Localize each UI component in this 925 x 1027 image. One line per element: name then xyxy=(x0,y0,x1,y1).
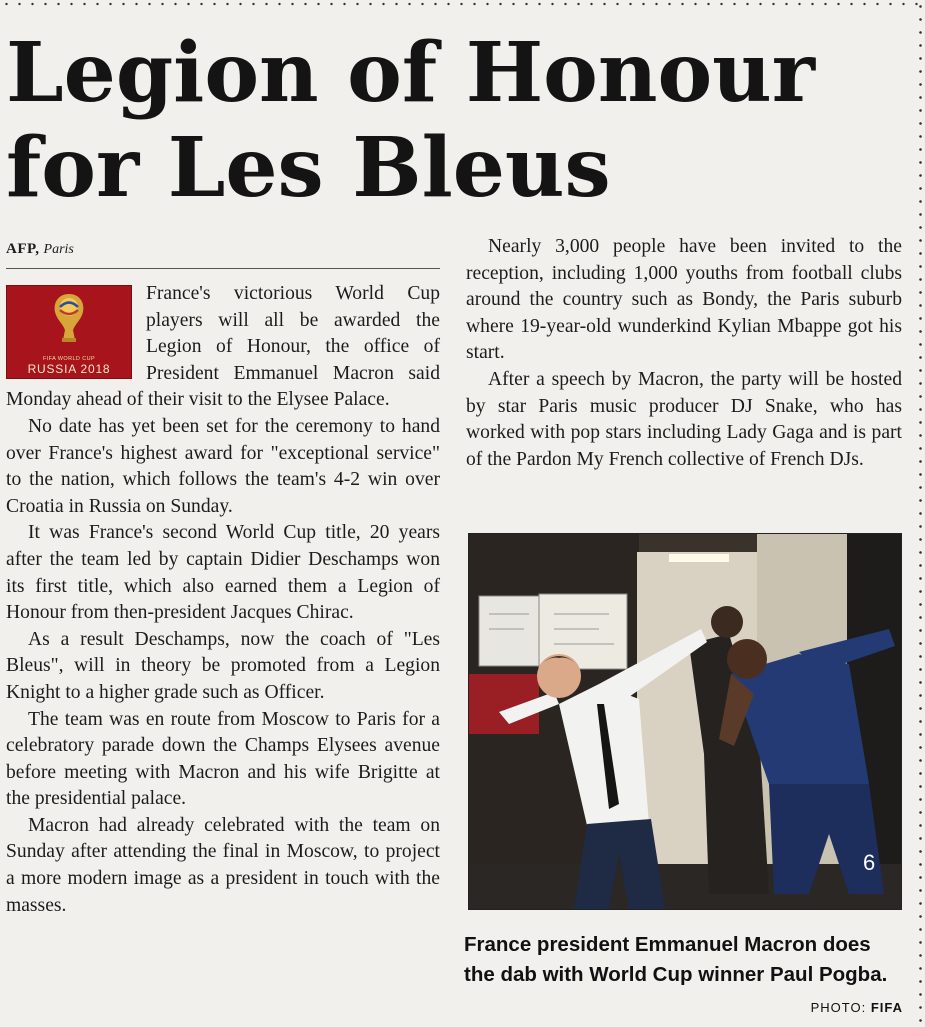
col1-paragraph-6: Macron had already celebrated with the team on Sunday after attending the final in Moscow, to project a more modern image as a president in touch with the masses. xyxy=(6,814,440,916)
jersey-number: 6 xyxy=(863,850,876,875)
col1-paragraph-3: It was France's second World Cup title, 20 years after the team led by captain Didier Deschamps won its first title, which also earned them a Legion of Honour from then-president Jacques Chirac. xyxy=(6,522,440,624)
dotted-border-top xyxy=(0,2,925,6)
article-column-2 xyxy=(466,234,902,473)
photo-credit-source: FIFA xyxy=(870,1000,903,1015)
col1-paragraph-5: The team was en route from Moscow to Paris for a celebratory parade down the Champs Elysees avenue before meeting with Macron and his wife Brigitte at the presidential palace. xyxy=(6,708,440,810)
logo-year-text: RUSSIA 2018 xyxy=(27,362,111,376)
col1-paragraph-4: As a result Deschamps, now the coach of "Les Bleus", will in theory be promoted from a Legion Knight to a higher grade such as Officer. xyxy=(6,628,440,703)
dotted-border-right xyxy=(918,0,923,1027)
world-cup-logo xyxy=(6,285,132,379)
byline-city: Paris xyxy=(43,242,74,257)
headline xyxy=(6,26,886,216)
article-column-1 xyxy=(6,281,440,919)
photo-credit xyxy=(811,1000,903,1015)
photo-illustration xyxy=(469,534,901,909)
col2-paragraph-2: After a speech by Macron, the party will be hosted by star Paris music producer DJ Snake, who has worked with pop stars including Lady Gaga and is part of the Pardon My French collective of French DJs. xyxy=(466,368,902,470)
col1-paragraph-1: France's victorious World Cup players will all be awarded the Legion of Honour, the office of President Emmanuel Macron said Monday ahead of their visit to the Elysee Palace. xyxy=(6,283,440,411)
photo-caption: France president Emmanuel Macron does the dab with World Cup winner Paul Pogba. xyxy=(464,933,888,986)
news-photo xyxy=(468,533,902,910)
col1-paragraph-2: No date has yet been set for the ceremony to hand over France's highest award for "exceptional service" to the nation, which follows the team's 4-2 win over Croatia in Russia on Sunday. xyxy=(6,415,440,517)
logo-cup-text: FIFA WORLD CUP xyxy=(42,356,96,362)
col2-paragraph-1: Nearly 3,000 people have been invited to the reception, including 1,000 youths from football clubs around the country such as Bondy, the Paris suburb where 19-year-old wunderkind Kylian Mbappe got his start. xyxy=(466,236,902,364)
photo-credit-label: PHOTO: xyxy=(810,1000,867,1015)
byline-agency: AFP, xyxy=(6,241,40,257)
headline-line-1: Legion of Honour xyxy=(6,25,815,121)
trophy-emblem-icon xyxy=(45,290,93,346)
headline-line-2: for Les Bleus xyxy=(6,120,611,216)
byline xyxy=(6,240,440,269)
